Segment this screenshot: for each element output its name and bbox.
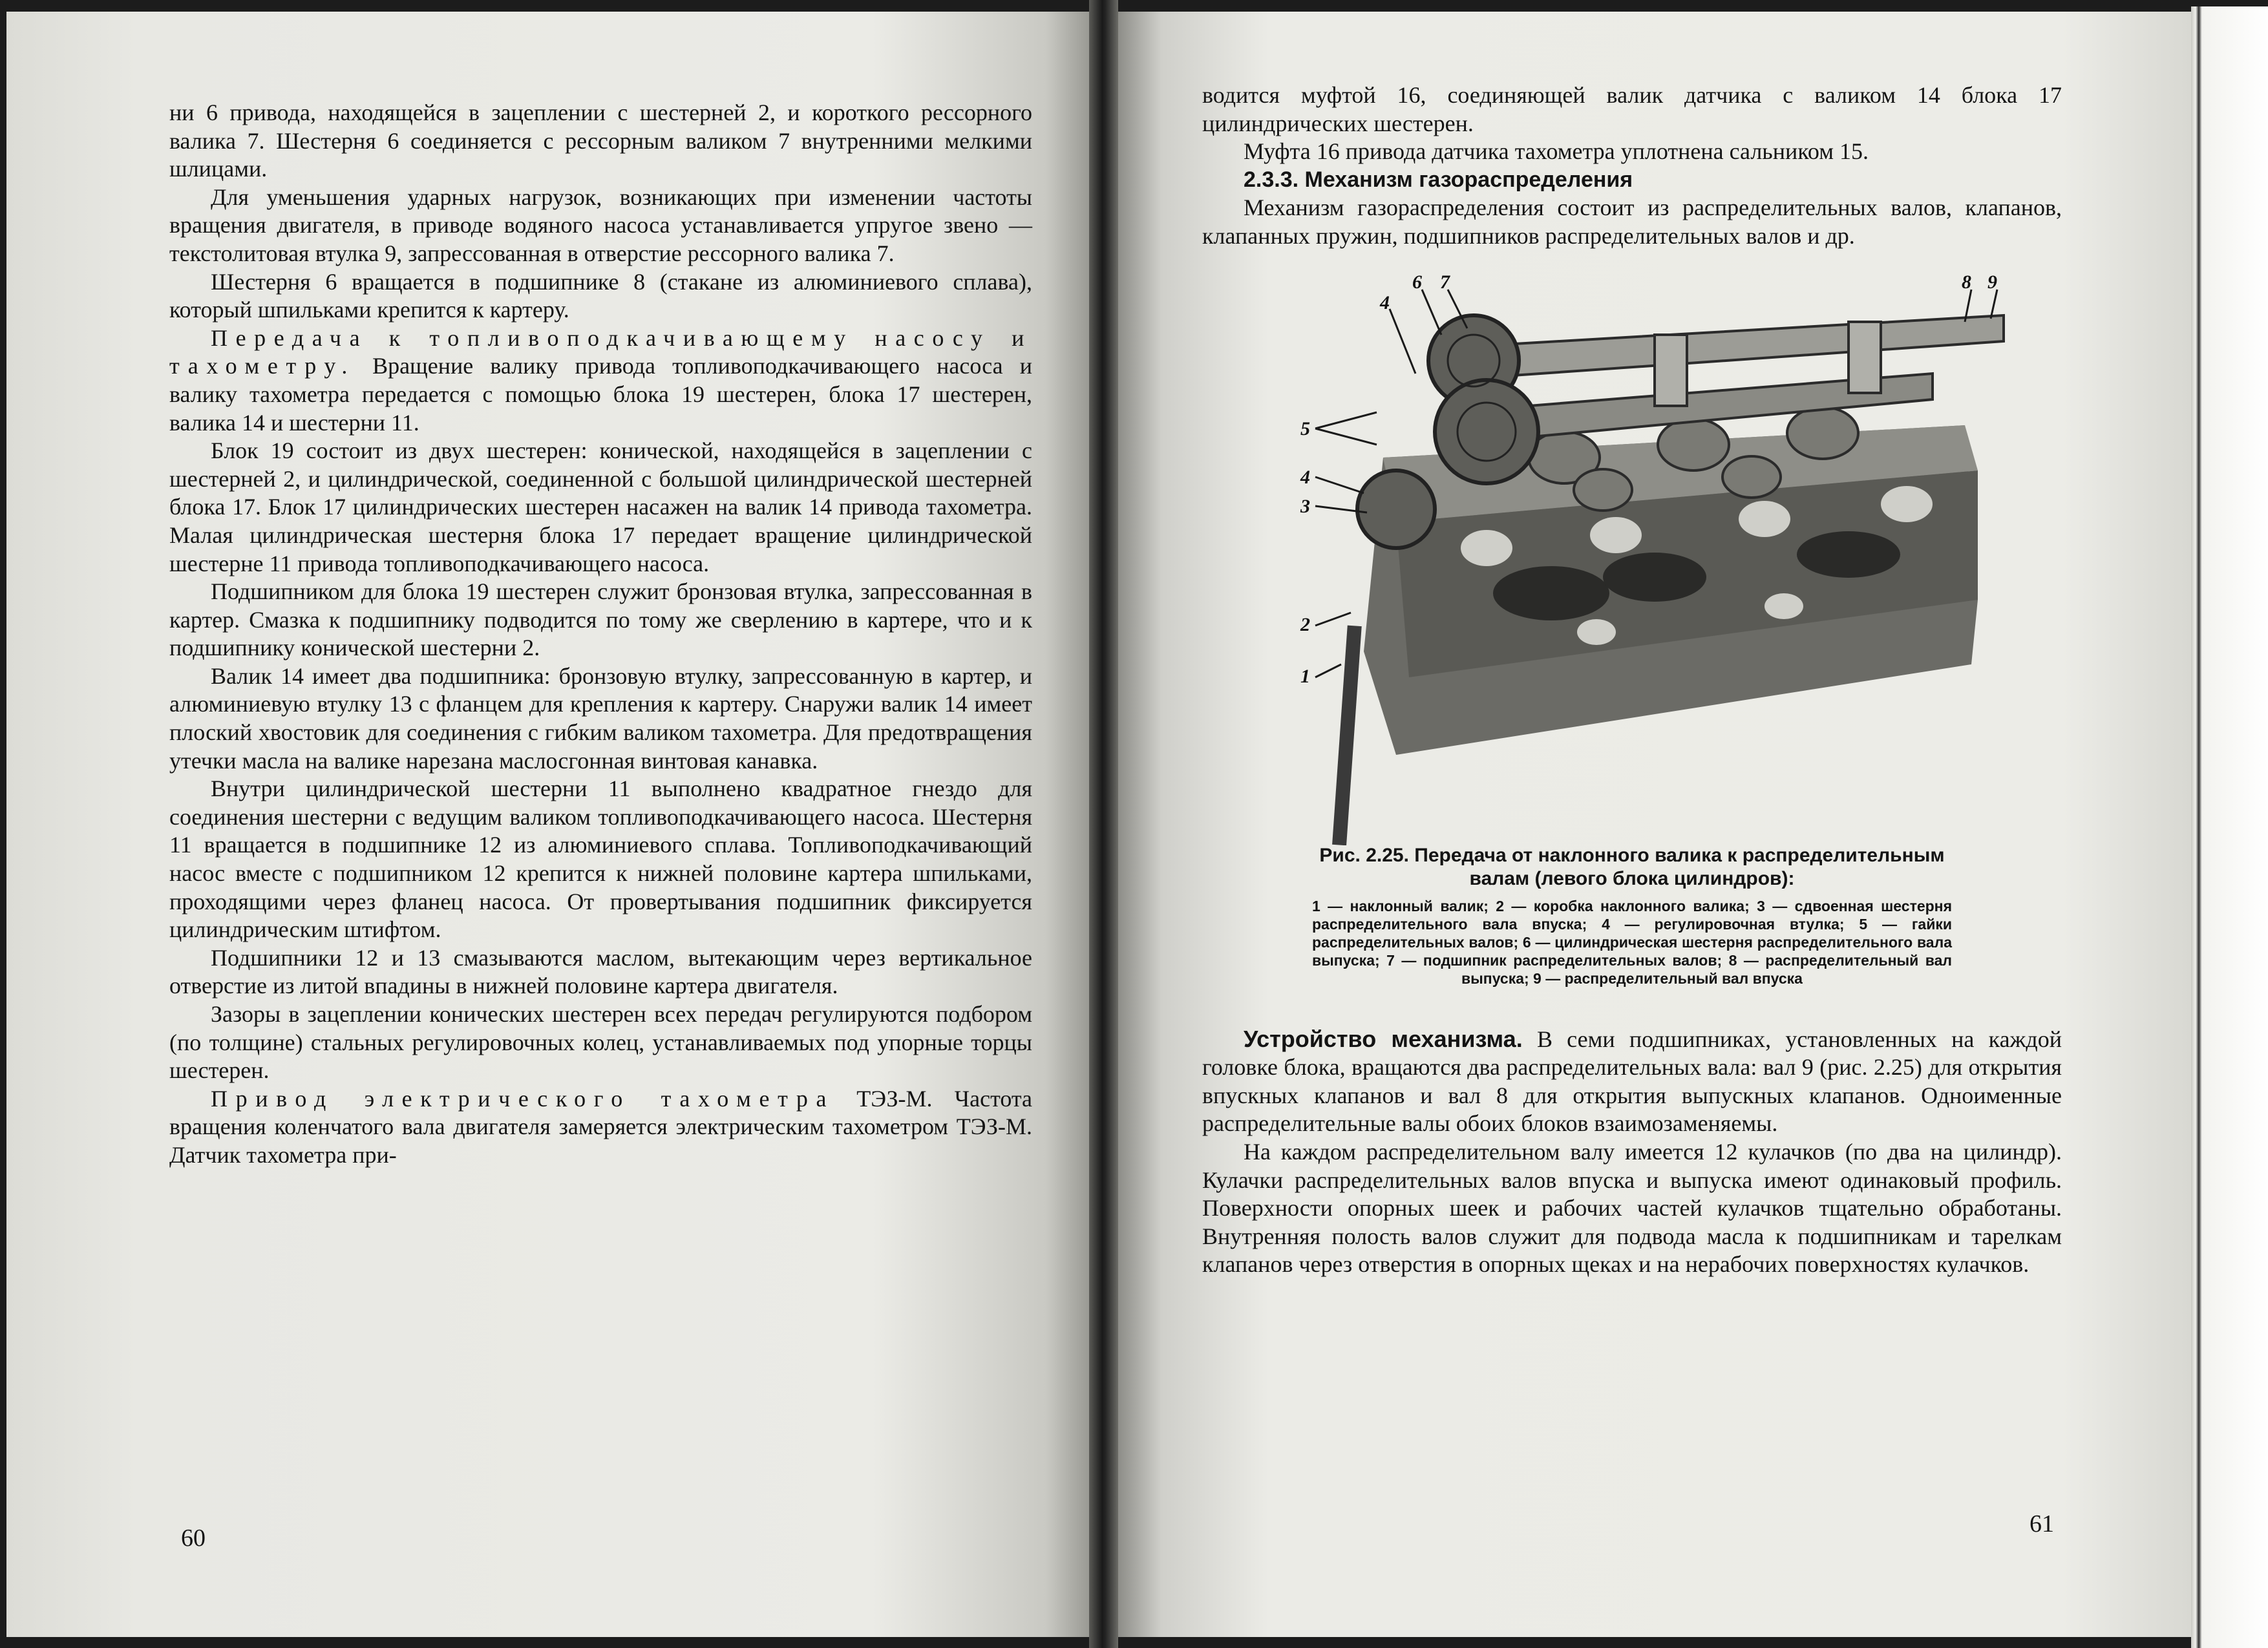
exhaust-camshaft <box>1448 315 2004 380</box>
inclined-shaft <box>1332 625 1362 845</box>
camshaft-gear-lower <box>1435 380 1538 483</box>
paragraph: Подшипники 12 и 13 смазываются маслом, вытекающим через вертикальное отверстие из литой впадины в нижней половине картера двигателя. <box>169 944 1032 999</box>
paragraph-body: В семи подшипниках, установленных на каждой головке блока, вращаются два распределительных вала: вал 9 (рис. 2.25) для открытия впускных клапанов и вал 8 для открытия выпускных клапанов. Одноименные распределительные валы обоих блоков взаимозаменяемы. <box>1202 1026 2062 1137</box>
paragraph: Подшипником для блока 19 шестерен служит бронзовая втулка, запрессованная в картер. Смазка к подшипнику подводится по тому же сверлению в картере, что и к подшипнику конической шестерни 2. <box>169 578 1032 661</box>
bevel-gear <box>1357 470 1435 548</box>
callout-3: 3 <box>1300 495 1310 517</box>
right-page <box>1118 12 2191 1637</box>
paragraph-with-spaced-heading <box>169 324 1032 437</box>
spaced-heading: Привод электрического тахометра <box>211 1085 835 1112</box>
figure-cylinder-head <box>1202 264 2062 839</box>
callout-8: 8 <box>1962 271 1971 293</box>
book-gutter <box>1089 0 1118 1648</box>
paragraph: ни 6 привода, находящейся в зацеплении с шестерней 2, и короткого рессорного валика 7. Шестерня 6 соединяется с рессорным валиком 7 внутренними мелкими шлицами. <box>169 100 1032 182</box>
callout-1: 1 <box>1300 665 1310 687</box>
paragraph-body: ТЭЗ-М. Частота вращения коленчатого вала двигателя замеряется электрическим тахометром ТЭЗ-М. Датчик тахометра при- <box>169 1085 1033 1168</box>
paragraph: водится муфтой 16, соединяющей валик датчика с валиком 14 блока 17 цилиндрических шестерен. <box>1202 82 2062 136</box>
paragraph: Шестерня 6 вращается в подшипнике 8 (стакане из алюминиевого сплава), который шпильками крепится к картеру. <box>169 268 1032 323</box>
paragraph: Внутри цилиндрической шестерни 11 выполнено квадратное гнездо для соединения шестерни с ведущим валиком топливоподкачивающего насоса. Шестерня 11 вращается в подшипнике 12 из алюминиевого сплава. Топливоподкачивающий насос вместе с подшипником 12 крепится к нижней половине картера шпильками, проходящими через фланец насоса. От провертывания подшипник фиксируется цилиндрическим штифтом. <box>169 776 1032 943</box>
spaced-heading: Передача к топливоподкачивающему насосу и тахометру. <box>169 324 1032 379</box>
left-text-column <box>169 99 1032 1170</box>
paragraph: Блок 19 состоит из двух шестерен: конической, находящейся в зацеплении с шестерней 2, и цилиндрической, соединенной с большой цилиндрической шестерней блока 17. Блок 17 цилиндрических шестерен насажен на валик 14 привода тахометра. Малая цилиндрическая шестерня блока 17 передает вращение цилиндрической шестерне 11 привода топливоподкачивающего насоса. <box>169 438 1032 576</box>
right-text-column <box>1202 81 2062 1279</box>
section-title: 2.3.3. Механизм газораспределения <box>1244 167 1633 192</box>
lead-heading: Устройство механизма. <box>1244 1025 1523 1052</box>
callout-2: 2 <box>1300 613 1310 635</box>
figure-caption <box>1202 844 2062 988</box>
paragraph: Для уменьшения ударных нагрузок, возникающих при изменении частоты вращения двигателя, в приводе водяного насоса устанавливается упругое звено — текстолитовая втулка 9, запрессованная в отверстие рессорного валика 7. <box>169 184 1032 266</box>
paragraph-device <box>1202 1025 2062 1138</box>
paragraph: Валик 14 имеет два подшипника: бронзовую втулку, запрессованную в картер, и алюминиевую втулку 13 с фланцем для крепления к картеру. Снаружи валик 14 имеет плоский хвостовик для соединения с гибким валиком тахометра. Для предотвращения утечки масла на валике нарезана маслосгонная винтовая канавка. <box>169 662 1032 774</box>
paragraph: На каждом распределительном валу имеется 12 кулачков (по два на цилиндр). Кулачки распределительных валов впуска и выпуска имеют одинаковый профиль. Поверхности опорных шеек и рабочих частей кулачков тщательно обработаны. Внутренняя полость валов служит для подвода масла к подшипникам и тарелкам клапанов через отверстия в опорных щеках и на нерабочих поверхностях кулачков. <box>1202 1138 2062 1278</box>
callout-6: 6 <box>1412 271 1422 293</box>
paragraph: Механизм газораспределения состоит из распределительных валов, клапанов, клапанных пружин, подшипников распределительных валов и др. <box>1202 195 2062 249</box>
paragraph-body: Вращение валику привода топливоподкачивающего насоса и валику тахометра передается с помощью блока 19 шестерен, блока 17 шестерен, валика 14 и шестерни 11. <box>169 353 1033 436</box>
callout-4: 4 <box>1300 466 1310 488</box>
page-number-right: 61 <box>2030 1510 2054 1537</box>
caption-title <box>1293 844 1971 891</box>
paragraph: Муфта 16 привода датчика тахометра уплотнена сальником 15. <box>1244 138 1869 165</box>
engine-illustration <box>1202 264 2062 845</box>
caption-text: Передача от наклонного валика к распределительным валам (левого блока цилиндров): <box>1414 844 1945 889</box>
left-page <box>6 12 1089 1637</box>
page-edge <box>2191 6 2268 1648</box>
caption-legend: 1 — наклонный валик; 2 — коробка наклонного валика; 3 — сдвоенная шестерня распределительного вала впуска; 4 — регулировочная втулка; 5 — гайки распределительных валов; 6 — цилиндрическая шестерня распределительного вала выпуска; 7 — подшипник распределительных валов; 8 — распределительный вал выпуска; 9 — распределительный вал впуска <box>1312 897 1952 987</box>
page-number-left: 60 <box>181 1525 206 1552</box>
callout-5: 5 <box>1300 417 1310 439</box>
callout-7: 7 <box>1440 271 1450 293</box>
callout-4-top: 4 <box>1380 291 1390 313</box>
paragraph: Зазоры в зацеплении конических шестерен всех передач регулируются подбором (по толщине) стальных регулировочных колец, устанавливаемых под упорные торцы шестерен. <box>169 1001 1032 1084</box>
paragraph-with-spaced-heading <box>169 1085 1032 1170</box>
callout-9: 9 <box>1987 271 1997 293</box>
caption-label: Рис. 2.25. <box>1319 844 1409 866</box>
